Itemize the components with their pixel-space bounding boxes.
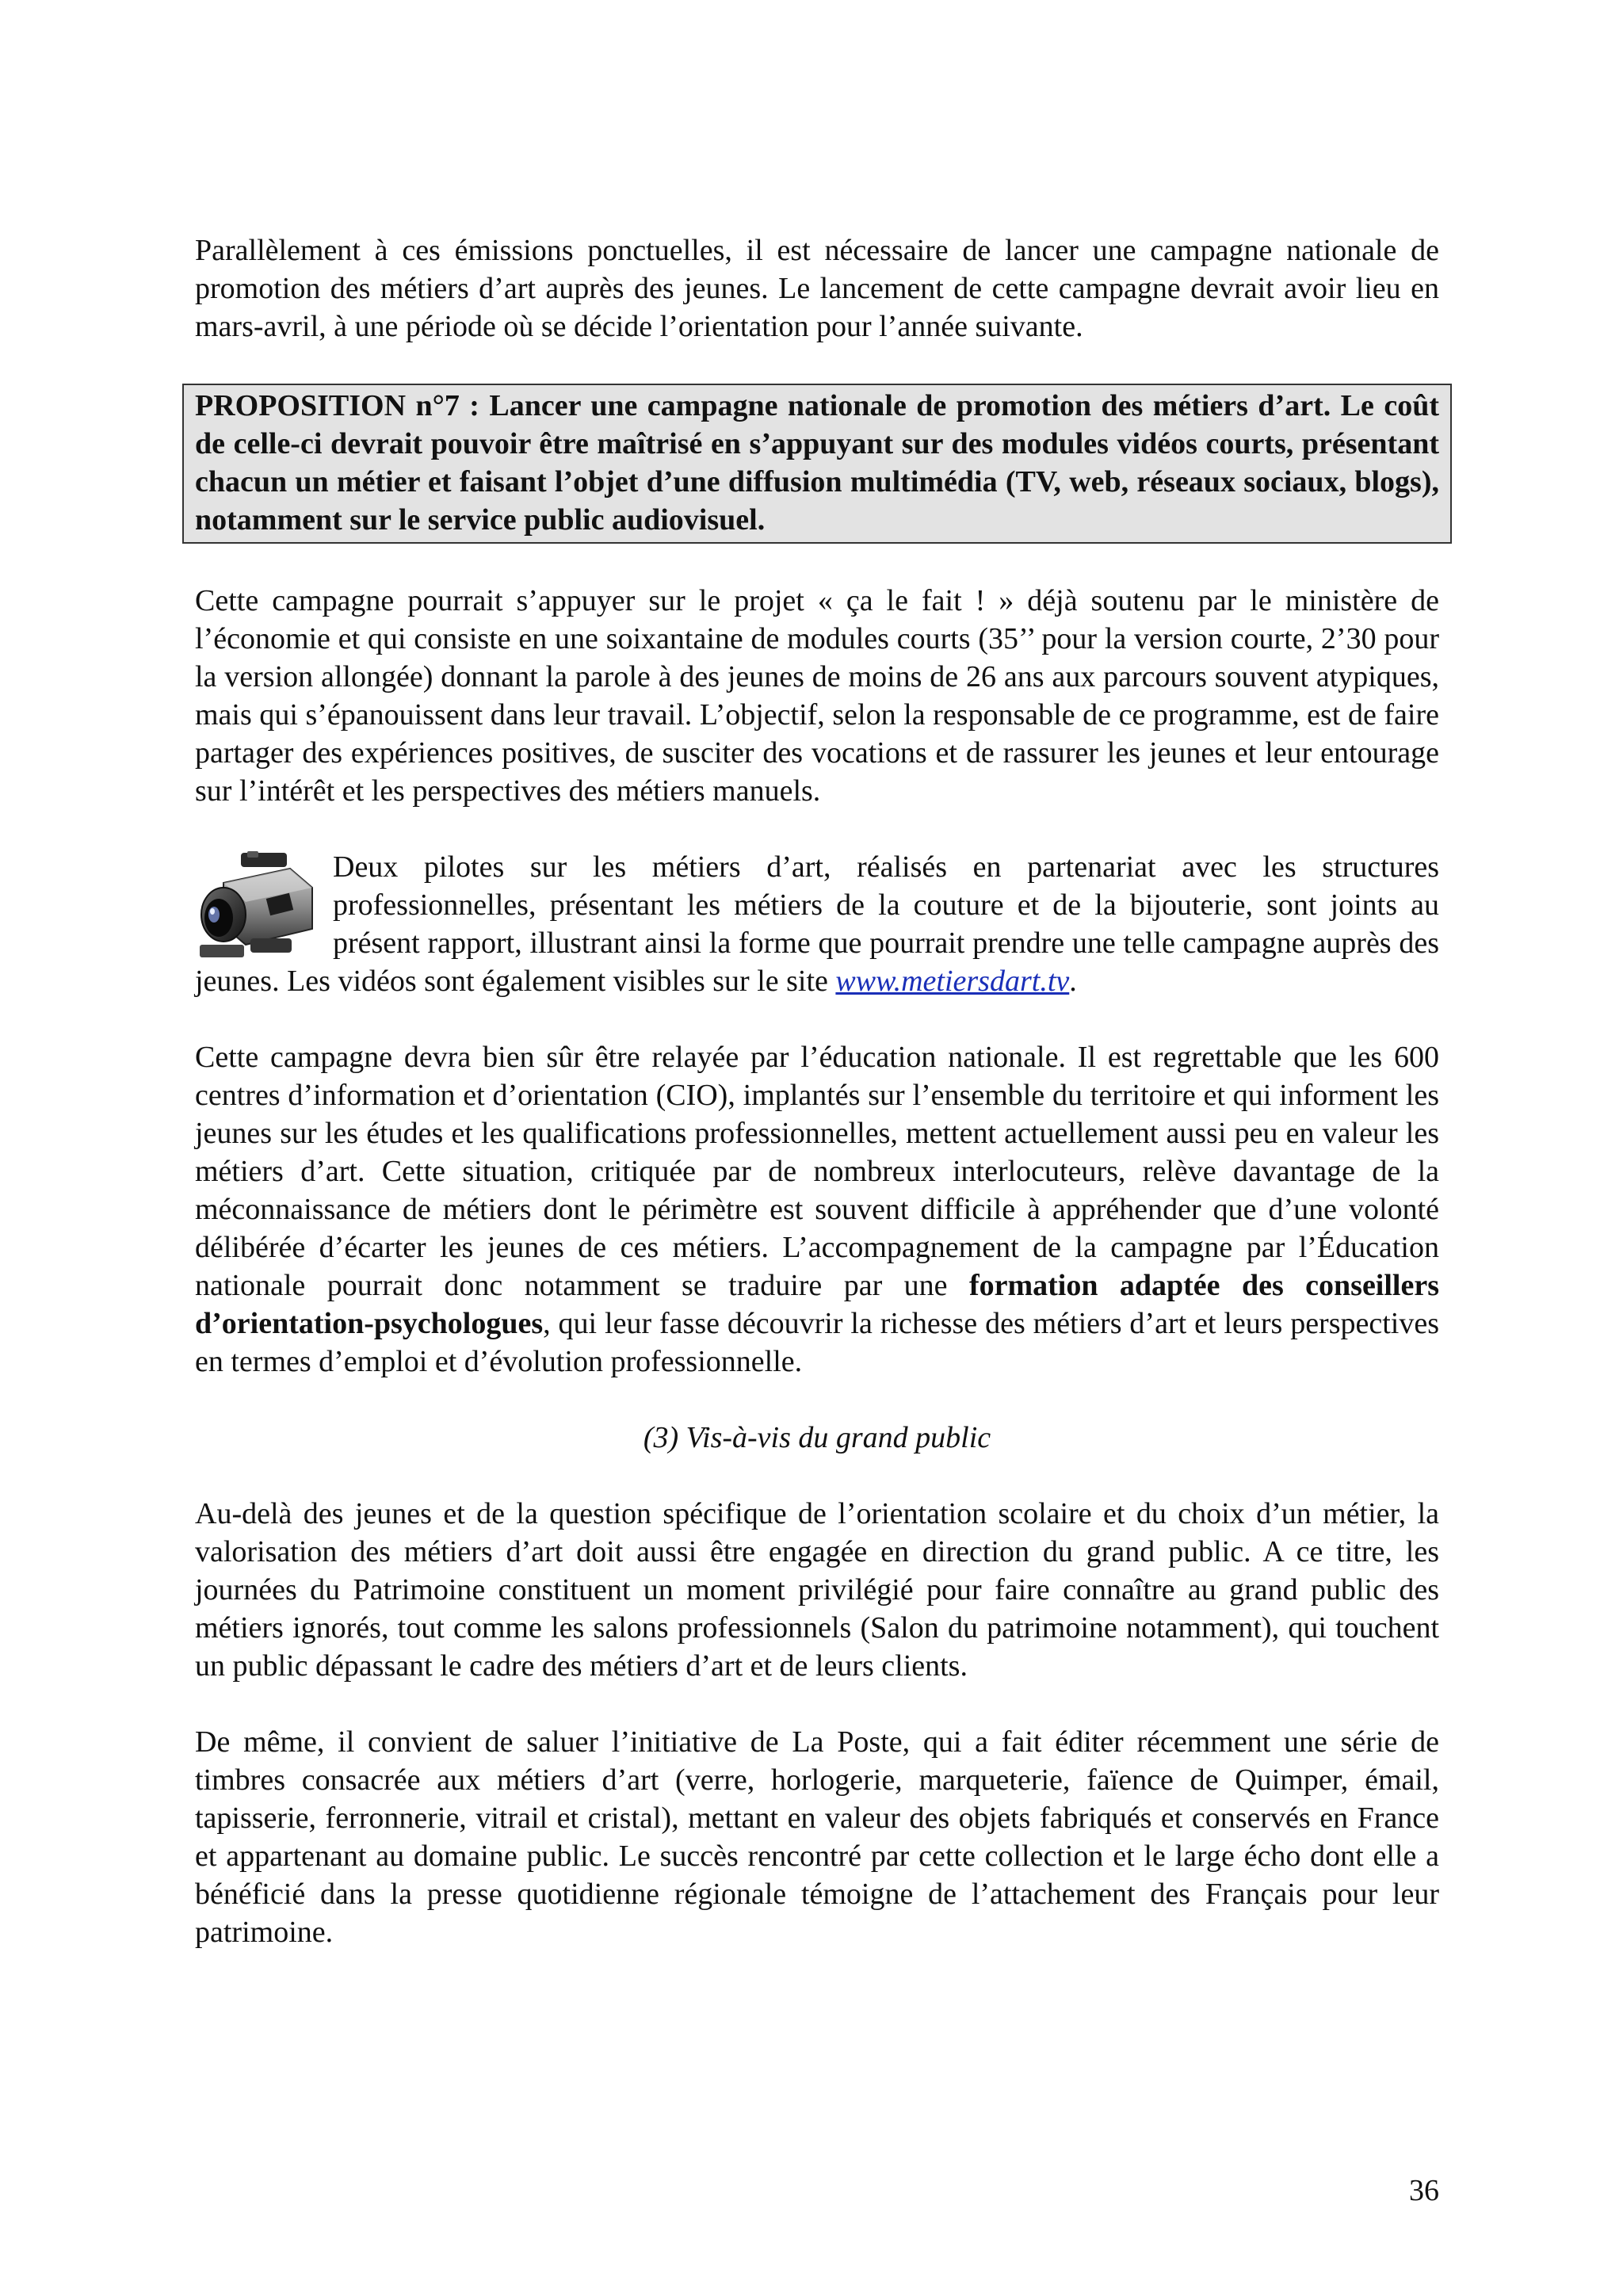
video-pilots-end: . xyxy=(1069,965,1077,998)
spacer xyxy=(195,810,1439,848)
paragraph-intro: Parallèlement à ces émissions ponctuelles, il est nécessaire de lancer une campagne nationale de promotion des métiers d’art auprès des jeunes. Le lancement de cette campagne devrait avoir lieu en mars-avril, à une période où se décide l’orientation pour l’année suivante. xyxy=(195,234,1439,343)
section-subheading: (3) Vis-à-vis du grand public xyxy=(643,1421,991,1454)
paragraph-general-public: Au-delà des jeunes et de la question spécifique de l’orientation scolaire et du choix d’un métier, la valorisation des métiers d’art doit aussi être engagée en direction du grand public. A ce titre, les journées du Patrimoine constituent un moment privilégié pour faire connaître au grand public des métiers ignorés, tout comme les salons professionnels (Salon du patrimoine notamment), qui touchent un public dépassant le cadre des métiers d’art et de leurs clients. xyxy=(195,1497,1439,1683)
video-note xyxy=(195,848,1439,1000)
video-pilots-text: Deux pilotes sur les métiers d’art, réalisés en partenariat avec les structures professionnelles, présentant les métiers de la couture et de la bijouterie, sont joints au présent rapport, illustrant ainsi la forme que pourrait prendre une telle campagne auprès des jeunes. Les vidéos sont également visibles sur le site xyxy=(195,850,1439,998)
paragraph-campaign-project: Cette campagne pourrait s’appuyer sur le projet « ça le fait ! » déjà soutenu par le ministère de l’économie et qui consiste en une soixantaine de modules courts (35’’ pour la version courte, 2’30 pour la version allongée) donnant la parole à des jeunes de moins de 26 ans aux parcours souvent atypiques, mais qui s’épanouissent dans leur travail. L’objectif, selon la responsable de ce programme, est de faire partager des expériences positives, de susciter des vocations et de rassurer les jeunes et leur entourage sur l’intérêt et les perspectives des métiers manuels. xyxy=(195,584,1439,808)
paragraph-video-pilots xyxy=(195,848,1439,1000)
video-camera-icon xyxy=(195,851,315,962)
proposition-text: PROPOSITION n°7 : Lancer une campagne nationale de promotion des métiers d’art. Le coût de celle-ci devrait pouvoir être maîtrisé en s’appuyant sur des modules vidéos courts, présentant chacun un métier et faisant l’objet d’une diffusion multimédia (TV, web, réseaux sociaux, blogs), notamment sur le service public audiovisuel. xyxy=(195,389,1439,537)
proposition-box xyxy=(182,384,1452,544)
spacer xyxy=(195,544,1439,582)
paragraph-la-poste: De même, il convient de saluer l’initiative de La Poste, qui a fait éditer récemment une série de timbres consacrée aux métiers d’art (verre, horlogerie, marqueterie, faïence de Quimper, émail, tapisserie, ferronnerie, vitrail et cristal), mettant en valeur des objets fabriqués et conservés en France et appartenant au domaine public. Le succès rencontré par cette collection et le large écho dont elle a bénéficié dans la presse quotidienne régionale témoigne de l’attachement des Français pour leur patrimoine. xyxy=(195,1725,1439,1949)
spacer xyxy=(195,1457,1439,1495)
education-text-start: Cette campagne devra bien sûr être relayée par l’éducation nationale. Il est regrettable que les 600 centres d’information et d’orientation (CIO), implantés sur l’ensemble du territoire et qui informent les jeunes sur les études et les qualifications professionnelles, mettent actuellement aussi peu en valeur les métiers d’art. Cette situation, critiquée par de nombreux interlocuteurs, relève davantage de la méconnaissance de métiers dont le périmètre est souvent difficile à appréhender que d’une volonté délibérée d’écarter les jeunes de ces métiers. L’accompagnement de la campagne par l’Éducation nationale pourrait donc notamment se traduire par une xyxy=(195,1041,1439,1302)
spacer xyxy=(195,1000,1439,1038)
document-page xyxy=(195,231,1439,1951)
education-text-bold: formation adaptée des conseillers d’orientation-psychologues xyxy=(195,1269,1440,1340)
metiersdart-link[interactable]: www.metiersdart.tv xyxy=(835,965,1070,998)
spacer xyxy=(195,1381,1439,1419)
spacer xyxy=(195,346,1439,384)
spacer xyxy=(195,1685,1439,1723)
education-text-end: , qui leur fasse découvrir la richesse des métiers d’art et leurs perspectives en termes d’emploi et d’évolution professionnelle. xyxy=(195,1307,1439,1378)
paragraph-education xyxy=(195,1038,1439,1381)
page-number: 36 xyxy=(1409,2174,1439,2207)
